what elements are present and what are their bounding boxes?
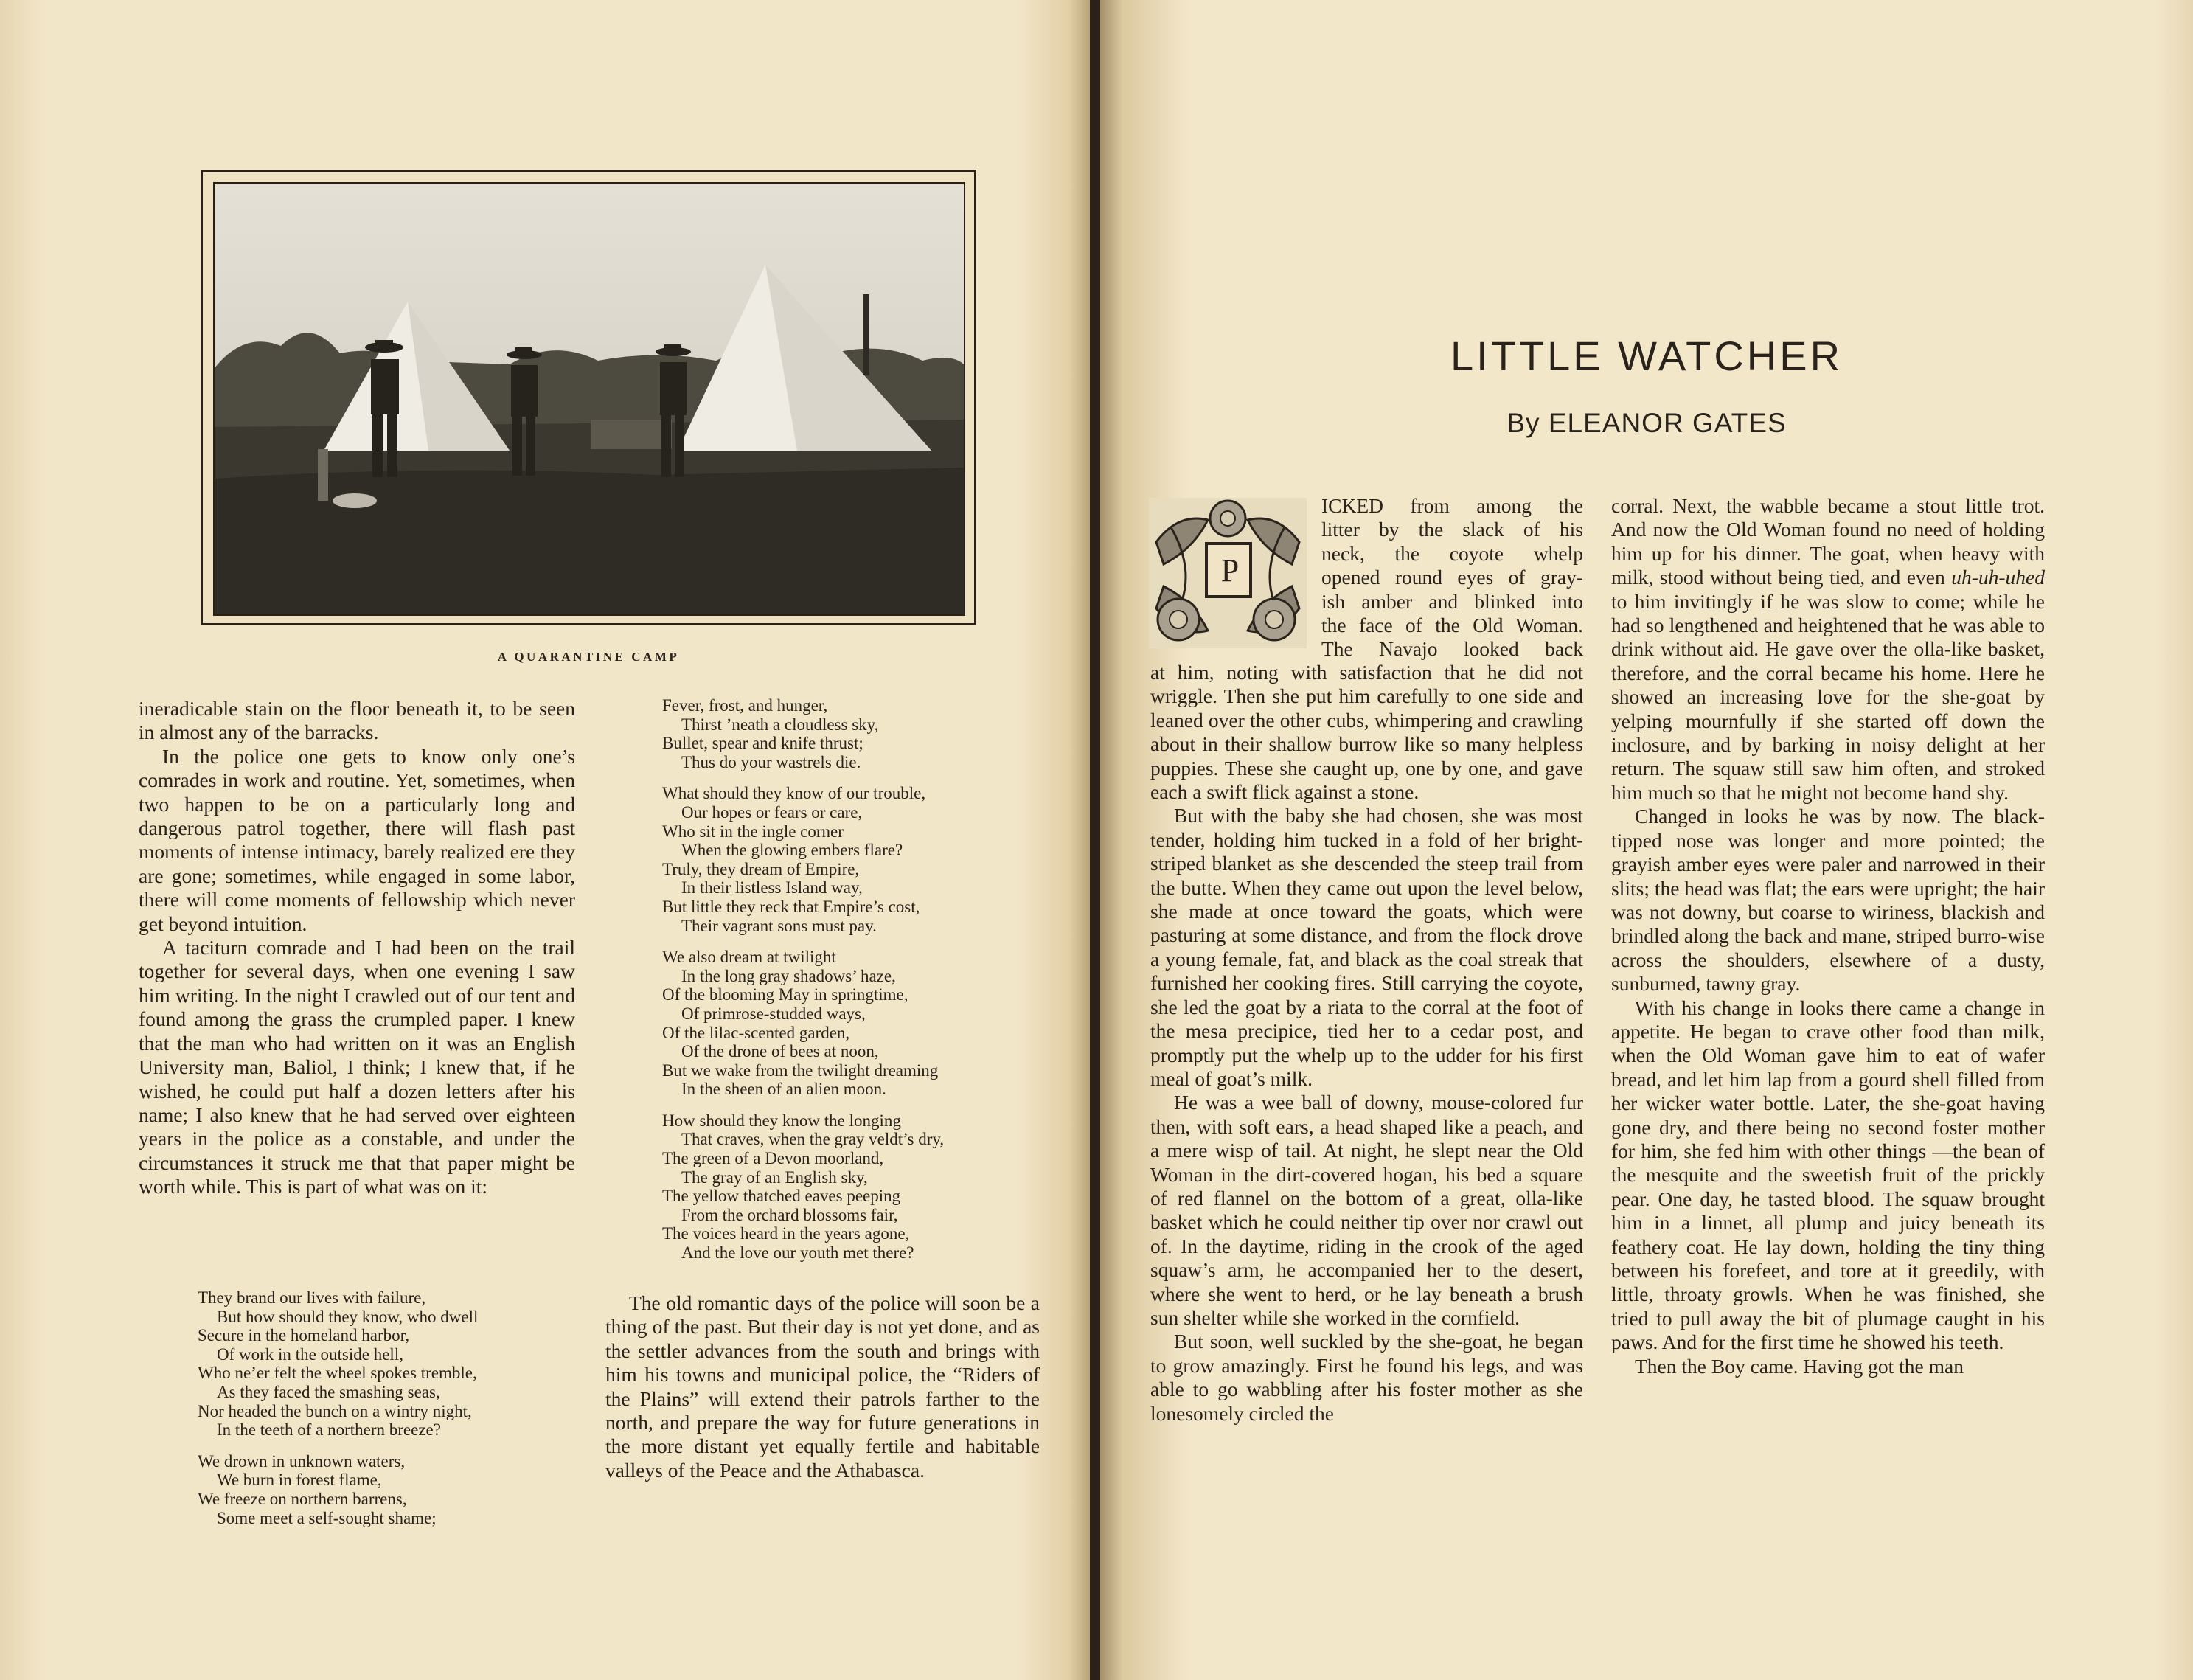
poem-line: Some meet a self-sought shame; [217, 1508, 437, 1527]
paragraph: But soon, well suckled by the she-goat, he began to grow amazingly. First he found his legs, and was able to go wabbling after his foster mother as she lonesomely circled the [1150, 1330, 1583, 1425]
poem-stanzas-column-2 [662, 696, 1046, 1275]
poem-stanza [662, 1111, 1046, 1263]
right-column-2-text [1611, 494, 2045, 1378]
text-line: the face of the Old Woman. [1321, 614, 1583, 637]
poem-line: The green of a Devon moorland, [662, 1149, 884, 1168]
right-column-1-text [1150, 661, 1583, 1426]
poem-line: The yellow thatched eaves peeping [662, 1187, 901, 1206]
poem-line: Our hopes or fears or care, [681, 802, 863, 822]
poem-line: We drown in unknown waters, [198, 1451, 406, 1471]
text-line: ICKED from among the [1321, 494, 1583, 517]
poem-stanza [198, 1452, 566, 1527]
poem-line: We burn in forest flame, [217, 1471, 382, 1490]
poem-line: But little they reck that Empire’s cost, [662, 897, 920, 916]
drop-cap-letter: P [1220, 552, 1240, 589]
poem-line: As they faced the smashing seas, [217, 1382, 440, 1401]
poem-line: The gray of an English sky, [681, 1167, 868, 1187]
poem-line: Nor headed the bunch on a wintry night, [198, 1401, 472, 1420]
left-column-1-text [139, 697, 575, 1199]
poem-line: Truly, they dream of Empire, [662, 859, 860, 878]
poem-line: From the orchard blossoms fair, [681, 1205, 898, 1224]
poem-stanza [662, 948, 1046, 1099]
paragraph: at him, noting with satisfaction that he did not wriggle. Then she put him carefully to one side and leaned over the other cubs, whimpering and crawling about in their shallow burrow like so many helpless puppies. These she caught up, one by one, and gave each a swift flick against a stone. [1150, 661, 1583, 804]
photo-frame [201, 170, 976, 625]
text-run: to him invitingly if he was slow to come; while he had so lengthened and heightened that he was able to drink without aid. He gave over the olla-like basket, therefore, and the corral became his home. Here he showed an increasing love for the she-goat by yelping mournfully if she started off down the inclosure, and by barking in noisy delight at her return. The squaw still saw him often, and stroked him much so that he might not become hand shy. [1611, 589, 2045, 804]
text-line: The Navajo looked back [1321, 637, 1583, 661]
poem-line: Bullet, spear and knife thrust; [662, 734, 863, 753]
book-gutter [1090, 0, 1100, 1680]
poem-line: Of the drone of bees at noon, [681, 1042, 879, 1061]
poem-line: We freeze on northern barrens, [198, 1489, 407, 1508]
paragraph: With his change in looks there came a change in appetite. He began to crave other food than milk, when the Old Woman gave him to eat of wafer bread, and let him lap from a gourd shell filled from her wicker water bottle. Later, the she-goat having gone dry, and there being no second foster mother for him, she fed him with other things —the bean of the mesquite and the sweetish fruit of the prickly pear. One day, he tasted blood. The squaw brought him in a linnet, all plump and juicy beneath its feathery coat. He lay down, holding the tiny thing between his forefeet, and tore at it greedily, with little, throaty growls. When he was finished, she tried to pull away the bit of plumage caught in his paws. And for the first time he showed his teeth. [1611, 996, 2045, 1354]
paragraph [1611, 494, 2045, 805]
poem-line: When the glowing embers flare? [681, 841, 903, 860]
poem-line: Of primrose-studded ways, [681, 1004, 866, 1023]
poem-line: Of work in the outside hell, [217, 1344, 403, 1364]
poem-line: Of the blooming May in springtime, [662, 985, 908, 1004]
figure-caption: A QUARANTINE CAMP [497, 650, 680, 664]
poem-stanza [198, 1288, 566, 1440]
paragraph: But with the baby she had chosen, she was most tender, holding him tucked in a fold of her bright-striped blanket as she descended the steep trail from the butte. When they came out upon the level below, she made at once toward the goats, which were pasturing at some distance, and from the flock drove a young female, fat, and black as the coal streak that furnished her cooking fires. Still carrying the coyote, she led the goat by a riata to the corral at the foot of the mesa precipice, tied her to a cedar post, and promptly put the whelp up to the udder for his first meal of goat’s milk. [1150, 804, 1583, 1090]
poem-line: But how should they know, who dwell [217, 1307, 479, 1326]
text-run: corral. Next, the wabble became a stout little trot. And now the Old Woman found no need of holding him up for his dinner. The goat, when heavy with milk, stood without being tied, and even [1611, 494, 2045, 589]
poem-line: Who sit in the ingle corner [662, 822, 844, 841]
text-line: opened round eyes of gray- [1321, 566, 1583, 589]
text-line: ish amber and blinked into [1321, 589, 1583, 613]
text-line: litter by the slack of his [1321, 518, 1583, 541]
poem-line: That craves, when the gray veldt’s dry, [681, 1130, 945, 1149]
poem-line: Of the lilac-scented garden, [662, 1023, 850, 1042]
paragraph: ineradicable stain on the floor beneath it, to be seen in almost any of the barracks. [139, 697, 575, 744]
poem-line: Thirst ’neath a cloudless sky, [681, 715, 879, 734]
text-line: neck, the coyote whelp [1321, 541, 1583, 565]
poem-line: Their vagrant sons must pay. [681, 916, 877, 935]
left-column-2-tail [605, 1291, 1040, 1482]
italic-word: uh-uh-uhed [1951, 566, 2045, 589]
poem-stanza [662, 784, 1046, 935]
poem-line: In their listless Island way, [681, 878, 863, 898]
poem-stanza [662, 696, 1046, 771]
poem-stanzas-column-1 [198, 1288, 566, 1540]
article-title: LITTLE WATCHER [1450, 333, 1843, 379]
poem-line: Fever, frost, and hunger, [662, 696, 828, 715]
paragraph: A taciturn comrade and I had been on the trail together for several days, when one evening I saw him writing. In the night I crawled out of our tent and found among the grass the crumpled paper. I knew that the man who had written on it was an English University man, Baliol, I think; I knew that, if he wished, he could put half a dozen letters after his name; I also knew that he had served over eighteen years in the police as a constable, and under the circumstances it struck me that that paper might be worth while. This is part of what was on it: [139, 936, 575, 1198]
poem-line: And the love our youth met there? [681, 1243, 914, 1263]
poem-line: Thus do your wastrels die. [681, 752, 861, 771]
poem-line: They brand our lives with failure, [198, 1288, 426, 1307]
text-beside-drop-cap [1321, 494, 1583, 662]
poem-line: The voices heard in the years agone, [662, 1224, 910, 1243]
poem-line: How should they know the longing [662, 1111, 901, 1130]
camp-photo-illustration [215, 184, 964, 614]
quarantine-camp-photo [213, 182, 965, 616]
paragraph: Changed in looks he was by now. The black-tipped nose was longer and more pointed; the grayish amber eyes were paler and narrowed in their slits; the head was flat; the ears were upright; the hair was not downy, but coarse to wiriness, blackish and brindled along the back and mane, striped burro-wise across the shoulders, elsewhere of a dusty, sunburned, tawny gray. [1611, 805, 2046, 996]
paragraph: Then the Boy came. Having got the man [1635, 1354, 1964, 1378]
article-byline: By ELEANOR GATES [1506, 408, 1787, 438]
poem-line: In the long gray shadows’ haze, [681, 966, 896, 985]
poem-line: But we wake from the twilight dreaming [662, 1061, 939, 1080]
paragraph: In the police one gets to know only one’s comrades in work and routine. Yet, sometimes, when two happen to be on a particularly long and dangerous patrol together, there will flash past moments of intense intimacy, barely realized ere they are gone; sometimes, while engaged in some labor, there will come moments of fellowship which never get beyond intuition. [139, 744, 575, 935]
poem-line: What should they know of our trouble, [662, 784, 926, 803]
poem-line: In the teeth of a northern breeze? [217, 1420, 441, 1440]
paragraph: He was a wee ball of downy, mouse-colored fur then, with soft ears, a head shaped like a peach, and a mere wisp of tail. At night, he slept near the Old Woman in the dirt-covered hogan, his bed a square of red flannel on the bottom of a great, olla-like basket which he could neither tip over nor crawl out of. In the daytime, riding in the crook of the aged squaw’s arm, he accompanied her to the desert, where she went to herd, or he lay beneath a brush sun shelter while she worked in the cornfield. [1150, 1091, 1583, 1329]
paragraph: The old romantic days of the police will soon be a thing of the past. But their day is not yet done, and as the settler advances from the south and brings with him his towns and municipal police, the “Riders of the Plains” will extend their patrols farther to the north, and prepare the way for future generations in the more distant yet equally fertile and habitable valleys of the Peace and the Athabasca. [605, 1291, 1040, 1482]
poem-line: Who ne’er felt the wheel spokes tremble, [198, 1364, 477, 1383]
poem-line: Secure in the homeland harbor, [198, 1326, 410, 1345]
poem-line: We also dream at twilight [662, 948, 836, 967]
poem-line: In the sheen of an alien moon. [681, 1080, 886, 1099]
